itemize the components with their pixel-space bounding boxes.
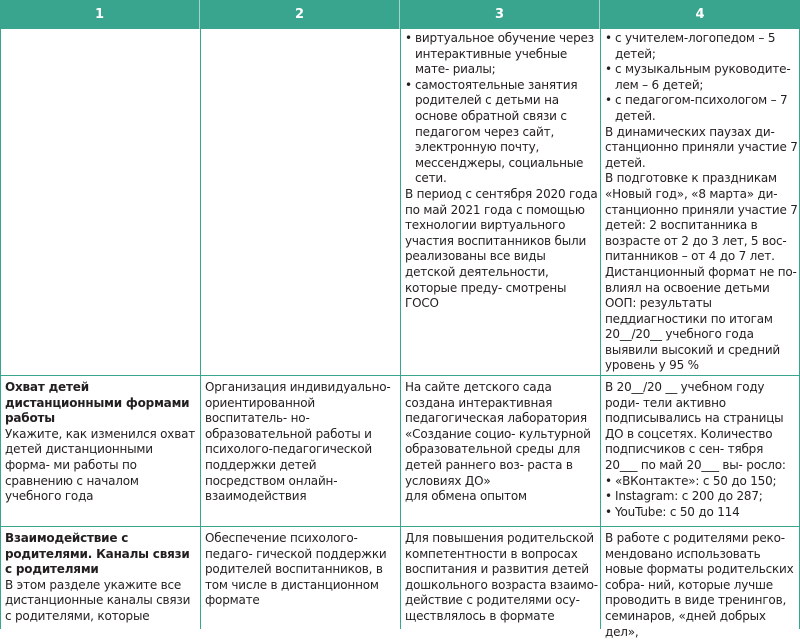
row2-col4-cell (605, 380, 798, 520)
table-header (0, 0, 800, 29)
row3-col4-text: В работе с родителями реко- мендовано использовать новые форматы родительских собра- ний, которые лучше проводить в виде тренингов, семинаров, «дней добрых дел», (605, 531, 794, 639)
row2-col2-text: Организация индивидуально- ориентированной воспитатель- но-образовательной работы и психолого-педагогической поддержки детей посредством онлайн-взаимодействия (205, 380, 391, 504)
row-divider (0, 375, 800, 376)
row1-col3-text: В период с сентября 2020 года по май 2021 года с помощью технологии виртуального участия воспитанников были реализованы все виды детской деятельности, которые преду- смотрены ГОСО (405, 186, 598, 311)
row3-col2-text: Обеспечение психолого-педаго- гической поддержки родителей воспитанников, в том числе в дистанционном формате (205, 531, 387, 608)
grid-line (0, 29, 1, 629)
row2-col3-cell (405, 380, 598, 505)
row3-col3-text: Для повышения родительской компетентности в вопросах воспитания и развития детей дошкольного возраста взаимо- действие с родителями осу- ществлялось в формате (405, 531, 598, 623)
header-col-3: 3 (400, 0, 600, 29)
list-item: • Instagram: с 200 до 287; (605, 489, 798, 505)
row1-col4-para3: Дистанционный формат не по- влиял на освоение детьми ООП: результаты педдиагностики по итогам 20__/20__ учебного года выявили высокий и средний уровень у 95 % (605, 264, 797, 373)
row1-col4-para1: В динамических паузах ди- станционно приняли участие 7 детей. (605, 124, 798, 170)
row3-col3-cell (405, 531, 598, 625)
row1-col3-cell (405, 31, 598, 312)
row1-col4-bullets (605, 31, 798, 125)
grid-line (200, 29, 201, 629)
list-item: • YouTube: с 50 до 114 (605, 505, 798, 521)
list-item: • «ВКонтакте»: с 50 до 150; (605, 474, 798, 490)
row1-col3-bullets (405, 31, 598, 187)
row2-col1-cell (5, 380, 198, 505)
row2-col1-text: Укажите, как изменился охват детей дистанционными форма- ми работы по сравнению с началом учебного года (5, 426, 196, 504)
row2-col3-para1: На сайте детского сада создана интерактивная педагогическая лаборатория «Создание социо- культурной образовательной среды для детей раннего воз- раста в условиях ДО» (405, 380, 591, 488)
row1-col4-para2: В подготовке к праздникам «Новый год», «8 марта» ди- станционно приняли участие 7 детей: 2 воспитанника в возрасте от 2 до 3 лет, 5 вос- питанников – от 4 до 7 лет. (605, 171, 798, 264)
row3-col1-text: В этом разделе укажите все дистанционные каналы связи с родителями, которые (5, 577, 191, 623)
row2-col2-cell (205, 380, 398, 505)
row3-col4-cell (605, 531, 798, 640)
list-item: • с учителем-логопедом – 5 детей; (605, 31, 798, 62)
header-col-1: 1 (0, 0, 200, 29)
header-col-4: 4 (695, 7, 705, 22)
row2-col3-para2: для обмена опытом (405, 489, 527, 504)
list-item: • с музыкальным руководите- лем – 6 детей; (605, 62, 798, 93)
row2-col1-title: Охват детей дистанционными формами работы (5, 380, 190, 426)
grid-line (600, 29, 601, 629)
row-divider (0, 526, 800, 527)
header-col-2: 2 (200, 0, 400, 29)
list-item: • с педагогом-психологом – 7 детей. (605, 93, 798, 124)
grid-line (400, 29, 401, 629)
row3-col1-cell (5, 531, 198, 625)
row2-col4-bullets (605, 474, 798, 521)
list-item: • виртуальное обучение через интерактивные учебные мате- риалы; (405, 31, 598, 78)
row3-col1-title: Взаимодействие с родителями. Каналы связи с родителями (5, 531, 190, 577)
row3-col2-cell (205, 531, 398, 609)
row1-col4-cell (605, 31, 798, 374)
list-item: • самостоятельные занятия родителей с детьми на основе обратной связи с педагогом через сайт, электронную почту, мессенджеры, социальные сети. (405, 78, 598, 187)
row2-col4-para1: В 20__/20 __ учебном году роди- тели активно подписывались на страницы ДО в соцсетях. Количество подписчиков с сен- тября 20___ по май 20___ вы- росло: (605, 380, 786, 472)
